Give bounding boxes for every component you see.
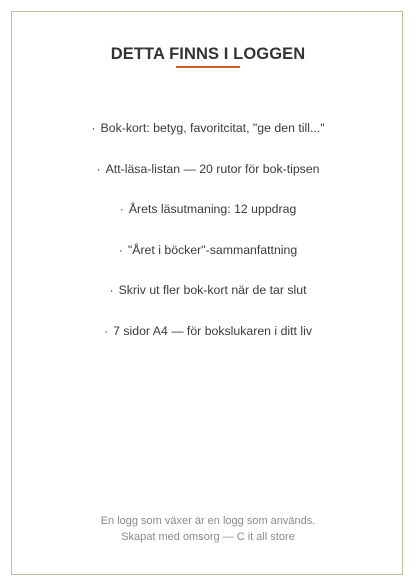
list-item bbox=[0, 321, 416, 362]
list-item-label: Skriv ut fler bok-kort när de tar slut bbox=[118, 283, 307, 297]
list-item bbox=[0, 118, 416, 159]
bullet-icon: · bbox=[104, 323, 109, 338]
list-item-label: 7 sidor A4 — för bokslukaren i ditt liv bbox=[113, 323, 312, 338]
bullet-icon: · bbox=[118, 242, 123, 257]
bullet-icon: · bbox=[96, 161, 101, 176]
list-item-label: Att-läsa-listan — 20 rutor för bok-tipsen bbox=[105, 161, 320, 176]
bullet-icon: · bbox=[119, 202, 124, 216]
list-item bbox=[0, 159, 416, 200]
bullet-icon: · bbox=[91, 121, 96, 135]
list-item-label: Bok-kort: betyg, favoritcitat, "ge den till..." bbox=[100, 121, 325, 135]
list-item-label: Årets läsutmaning: 12 uppdrag bbox=[128, 202, 297, 216]
footer-tagline: En logg som växer är en logg som används. bbox=[100, 515, 316, 527]
list-item bbox=[0, 240, 416, 281]
feature-list bbox=[0, 118, 416, 361]
footer bbox=[0, 513, 416, 545]
list-item bbox=[0, 199, 416, 240]
title-underline bbox=[176, 66, 240, 68]
list-item bbox=[0, 280, 416, 321]
list-item-label: "Året i böcker"-sammanfattning bbox=[127, 242, 298, 257]
page-title: DETTA FINNS I LOGGEN bbox=[110, 45, 306, 63]
footer-credit: Skapat med omsorg — C it all store bbox=[121, 531, 295, 543]
bullet-icon: · bbox=[109, 283, 114, 297]
